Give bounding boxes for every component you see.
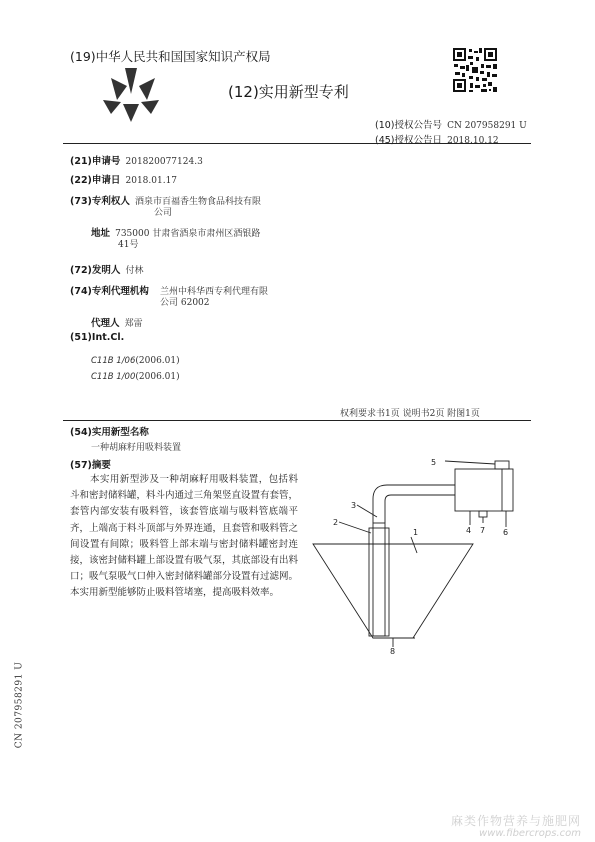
- inventor-value: 付林: [125, 266, 144, 276]
- inventor-label: (72)发明人: [70, 265, 121, 276]
- header-divider: [63, 143, 531, 144]
- agency-value-line1: 兰州中科华西专利代理有限: [160, 287, 269, 297]
- ipc-classification-2: [91, 364, 180, 383]
- suction-pipe: [373, 523, 385, 636]
- sealed-tank: [455, 469, 513, 511]
- agent-label: 代理人: [91, 318, 120, 329]
- ipc-year: (2006.01): [135, 372, 180, 382]
- agency-value-line2: 公司 62002: [160, 298, 210, 308]
- page-count-info: 权利要求书1页 说明书2页 附图1页: [340, 409, 480, 419]
- application-number-row: [70, 149, 203, 168]
- abstract-figure-diagram: [305, 455, 530, 655]
- int-cl-label: (51)Int.Cl.: [70, 332, 125, 343]
- patentee-label: (73)专利权人: [70, 196, 130, 207]
- document-type-title: (12)实用新型专利: [228, 83, 349, 101]
- publication-number-label: (10)授权公告号: [375, 120, 443, 131]
- ipc-year: (2006.01): [135, 356, 180, 366]
- pipe-bend-inner: [385, 495, 455, 523]
- agent-value: 郑雷: [124, 319, 143, 329]
- figure-label-7: 7: [480, 526, 486, 535]
- figure-label-1: 1: [413, 528, 419, 537]
- tank-outlet: [479, 511, 487, 517]
- application-date-label: (22)申请日: [70, 175, 121, 186]
- address-value-line1: 735000 甘肃省酒泉市肃州区酒银路: [115, 229, 261, 239]
- figure-label-4: 4: [466, 526, 472, 535]
- abstract-label: (57)摘要: [70, 460, 111, 471]
- pages-divider: [63, 420, 531, 421]
- inventor-row: [70, 258, 144, 277]
- hopper-outline: [313, 544, 473, 638]
- publication-number-value: CN 207958291 U: [447, 121, 527, 131]
- figure-label-3: 3: [351, 501, 357, 510]
- application-date-value: 2018.01.17: [125, 176, 178, 186]
- publication-date-value: 2018.10.12: [447, 136, 499, 146]
- figure-label-6: 6: [503, 528, 509, 537]
- ipc-code: C11B 1/00: [91, 372, 136, 382]
- watermark-url: www.fibercrops.com: [479, 828, 581, 839]
- abstract-text: 本实用新型涉及一种胡麻籽用吸料装置，包括料斗和密封储料罐，料斗内通过三角架竖直设置有套管，套管内部安装有吸料管，该套管底端与吸料管底端平齐，上端高于料斗顶部与外界连通，且套管和吸料管之间设置有间隙；吸料管上部末端与密封储料罐密封连接，该密封储料罐上部设置有吸气泵，其底部设有出料口；吸气泵吸气口伸入密封储料罐部分设置有过滤网。本实用新型能够防止吸料管堵塞，提高吸料效率。: [70, 474, 299, 599]
- patent-office-emblem-icon: [97, 64, 167, 126]
- application-number-label: (21)申请号: [70, 156, 121, 167]
- suction-pump: [495, 461, 509, 469]
- ipc-code: C11B 1/06: [91, 356, 136, 366]
- publication-date-label: (45)授权公告日: [375, 135, 443, 146]
- address-row: [91, 221, 260, 240]
- utility-model-name-label: (54)实用新型名称: [70, 427, 149, 438]
- qr-code-icon: [452, 47, 498, 93]
- figure-label-8: 8: [390, 647, 396, 655]
- patentee-value-line2: 公司: [154, 208, 173, 218]
- agency-label: (74)专利代理机构: [70, 286, 149, 297]
- figure-label-2: 2: [333, 518, 339, 527]
- address-value-line2: 41号: [118, 240, 139, 250]
- patentee-value-line1: 酒泉市百福香生物食品科技有限: [135, 197, 262, 207]
- address-label: 地址: [91, 228, 111, 239]
- utility-model-name-value: 一种胡麻籽用吸料装置: [91, 443, 182, 453]
- application-date-row: [70, 168, 177, 187]
- watermark-site-name: 麻类作物营养与施肥网: [450, 814, 581, 828]
- office-name: (19)中华人民共和国国家知识产权局: [70, 49, 271, 64]
- side-publication-number: CN 207958291 U: [14, 661, 25, 749]
- application-number-value: 201820077124.3: [125, 157, 203, 167]
- agent-row: [91, 311, 143, 330]
- figure-label-5: 5: [431, 458, 437, 467]
